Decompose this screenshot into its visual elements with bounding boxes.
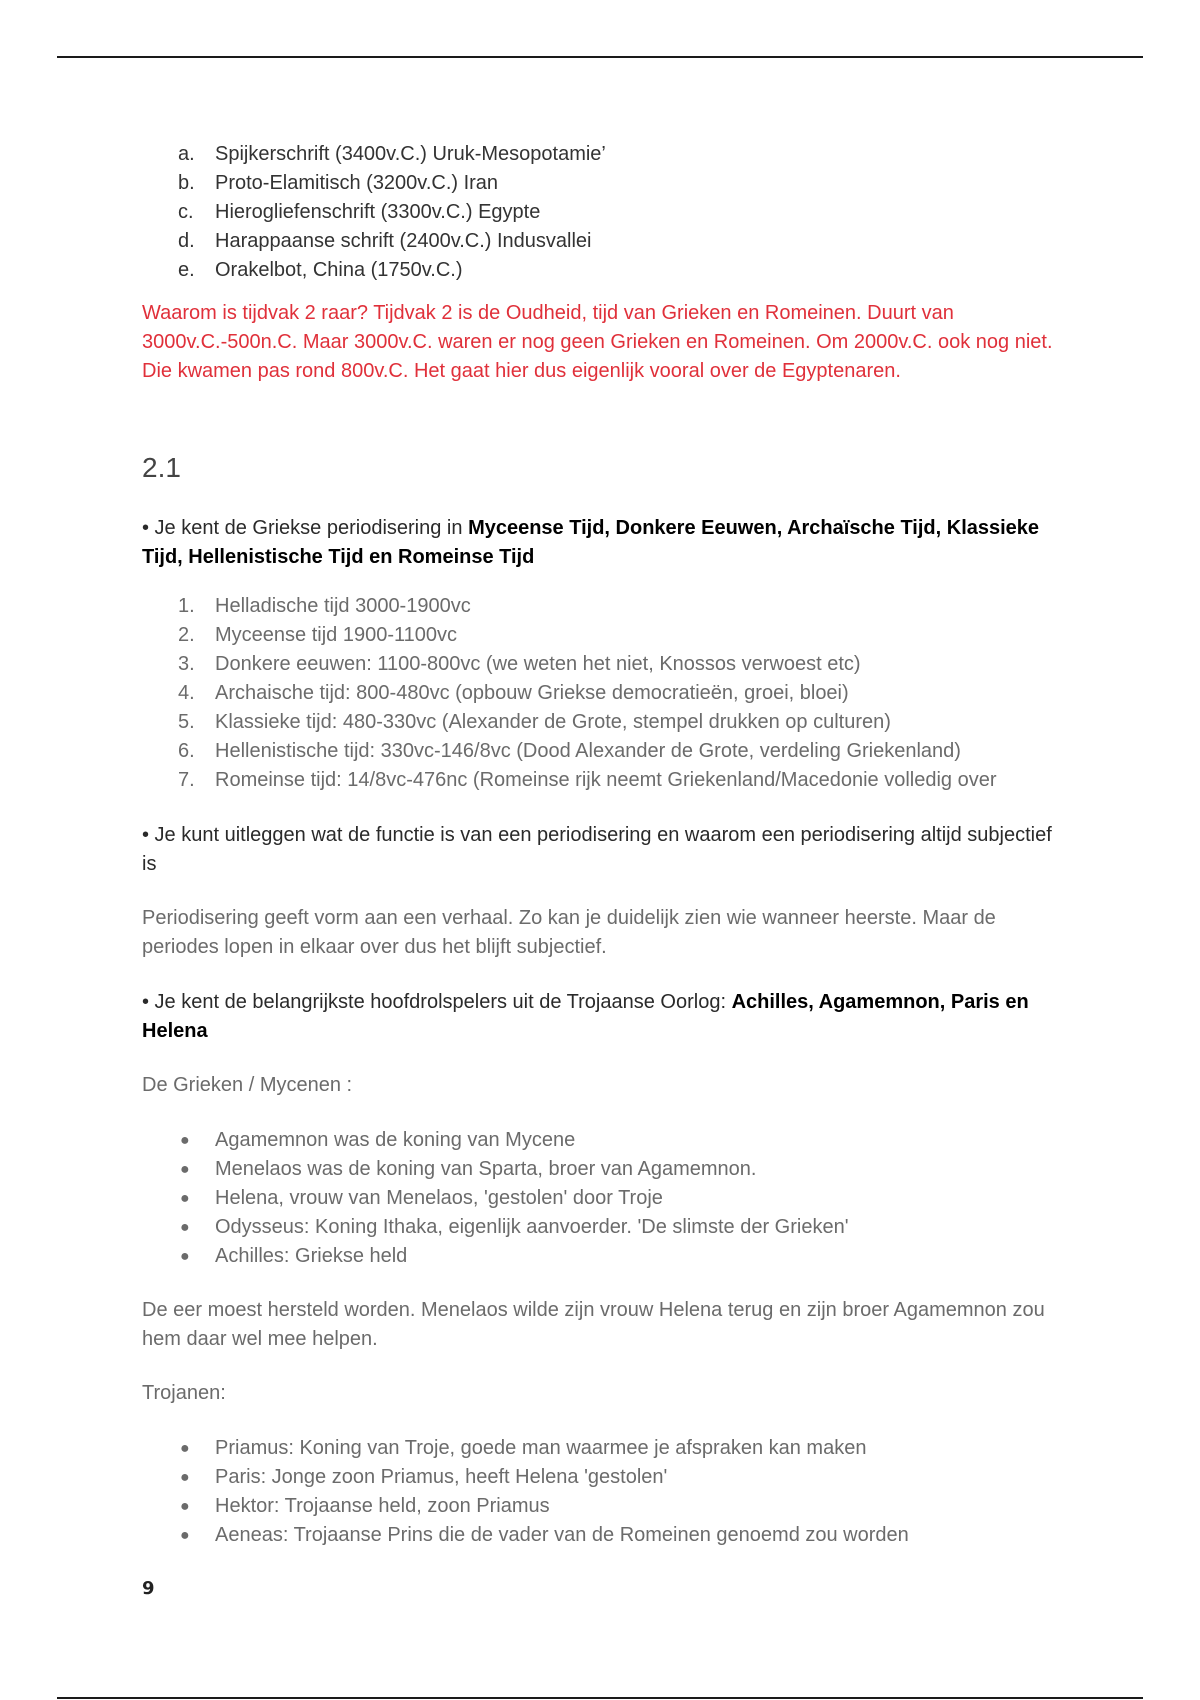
list-item-text: Agamemnon was de koning van Mycene bbox=[215, 1129, 576, 1151]
footer-rule bbox=[57, 1697, 1143, 1699]
list-item bbox=[142, 227, 1062, 256]
section-heading: 2.1 bbox=[142, 452, 181, 483]
periods-list bbox=[142, 592, 1062, 795]
list-item-text: Helladische tijd 3000-1900vc bbox=[215, 595, 471, 617]
list-item-text: Achilles: Griekse held bbox=[215, 1245, 408, 1267]
list-item bbox=[142, 1184, 1062, 1213]
list-item bbox=[142, 766, 1062, 795]
list-marker: 6. bbox=[178, 740, 195, 762]
list-marker: b. bbox=[178, 172, 195, 194]
list-item-text: Paris: Jonge zoon Priamus, heeft Helena 'gestolen' bbox=[215, 1466, 668, 1488]
bullet-icon: ● bbox=[180, 1469, 190, 1486]
learning-objective-periodisation bbox=[142, 514, 1062, 572]
list-item bbox=[142, 1126, 1062, 1155]
list-marker: e. bbox=[178, 259, 195, 281]
list-item bbox=[142, 1155, 1062, 1184]
list-item bbox=[142, 708, 1062, 737]
page-content bbox=[142, 140, 1062, 1550]
learning-objective-function: • Je kunt uitleggen wat de functie is van een periodisering en waarom een periodisering altijd subjectief is bbox=[142, 824, 1052, 875]
periodisation-answer: Periodisering geeft vorm aan een verhaal. Zo kan je duidelijk zien wie wanneer heerste. Maar de periodes lopen in elkaar over dus het blijft subjectief. bbox=[142, 907, 996, 958]
list-item bbox=[142, 1521, 1062, 1550]
list-item-text: Archaische tijd: 800-480vc (opbouw Griekse democratieën, groei, bloei) bbox=[215, 682, 849, 704]
learning-objective-trojan-war bbox=[142, 988, 1062, 1046]
list-item-text: Helena, vrouw van Menelaos, 'gestolen' door Troje bbox=[215, 1187, 663, 1209]
list-item bbox=[142, 1213, 1062, 1242]
greeks-list bbox=[142, 1126, 1062, 1271]
list-item bbox=[142, 140, 1062, 169]
trojans-list bbox=[142, 1434, 1062, 1550]
bullet-icon: ● bbox=[180, 1132, 190, 1149]
list-item bbox=[142, 1434, 1062, 1463]
page-number: 9 bbox=[142, 1578, 155, 1599]
list-marker: 2. bbox=[178, 624, 195, 646]
list-item bbox=[142, 592, 1062, 621]
objective-bold-text: Myceense Tijd, Donkere Eeuwen, Archaïsche Tijd, Klassieke Tijd, Hellenistische Tijd en Romeinse Tijd bbox=[142, 517, 1040, 568]
trojans-label: Trojanen: bbox=[142, 1382, 226, 1404]
list-marker: d. bbox=[178, 230, 195, 252]
objective-text: • Je kent de belangrijkste hoofdrolspelers uit de Trojaanse Oorlog: bbox=[142, 991, 732, 1013]
list-item bbox=[142, 679, 1062, 708]
list-marker: 4. bbox=[178, 682, 195, 704]
bullet-icon: ● bbox=[180, 1248, 190, 1265]
list-item bbox=[142, 650, 1062, 679]
list-marker: 3. bbox=[178, 653, 195, 675]
list-item-text: Harappaanse schrift (2400v.C.) Indusvallei bbox=[215, 230, 592, 252]
honour-paragraph: De eer moest hersteld worden. Menelaos wilde zijn vrouw Helena terug en zijn broer Agamemnon zou hem daar wel mee helpen. bbox=[142, 1299, 1045, 1350]
list-item-text: Orakelbot, China (1750v.C.) bbox=[215, 259, 463, 281]
bullet-icon: ● bbox=[180, 1190, 190, 1207]
writing-systems-list bbox=[142, 140, 1062, 285]
list-item bbox=[142, 737, 1062, 766]
list-item-text: Proto-Elamitisch (3200v.C.) Iran bbox=[215, 172, 499, 194]
bullet-icon: ● bbox=[180, 1440, 190, 1457]
list-marker: a. bbox=[178, 143, 195, 165]
list-item-text: Priamus: Koning van Troje, goede man waarmee je afspraken kan maken bbox=[215, 1437, 867, 1459]
header-rule bbox=[57, 56, 1143, 58]
list-marker: c. bbox=[178, 201, 194, 223]
list-item bbox=[142, 1242, 1062, 1271]
objective-text: • Je kent de Griekse periodisering in bbox=[142, 517, 469, 539]
bullet-icon: ● bbox=[180, 1161, 190, 1178]
list-item-text: Hektor: Trojaanse held, zoon Priamus bbox=[215, 1495, 550, 1517]
list-item-text: Romeinse tijd: 14/8vc-476nc (Romeinse rijk neemt Griekenland/Macedonie volledig over bbox=[215, 769, 997, 791]
list-item bbox=[142, 621, 1062, 650]
list-item bbox=[142, 256, 1062, 285]
list-item-text: Spijkerschrift (3400v.C.) Uruk-Mesopotamie’ bbox=[215, 143, 606, 165]
list-item-text: Menelaos was de koning van Sparta, broer van Agamemnon. bbox=[215, 1158, 757, 1180]
list-item-text: Hierogliefenschrift (3300v.C.) Egypte bbox=[215, 201, 541, 223]
list-marker: 1. bbox=[178, 595, 195, 617]
list-item-text: Myceense tijd 1900-1100vc bbox=[215, 624, 457, 646]
list-item bbox=[142, 1463, 1062, 1492]
list-item-text: Odysseus: Koning Ithaka, eigenlijk aanvoerder. 'De slimste der Grieken' bbox=[215, 1216, 849, 1238]
list-item bbox=[142, 1492, 1062, 1521]
bullet-icon: ● bbox=[180, 1219, 190, 1236]
list-marker: 5. bbox=[178, 711, 195, 733]
bullet-icon: ● bbox=[180, 1498, 190, 1515]
greeks-label: De Grieken / Mycenen : bbox=[142, 1074, 353, 1096]
list-item-text: Donkere eeuwen: 1100-800vc (we weten het niet, Knossos verwoest etc) bbox=[215, 653, 861, 675]
list-item-text: Klassieke tijd: 480-330vc (Alexander de Grote, stempel drukken op culturen) bbox=[215, 711, 891, 733]
bullet-icon: ● bbox=[180, 1527, 190, 1544]
list-item-text: Aeneas: Trojaanse Prins die de vader van de Romeinen genoemd zou worden bbox=[215, 1524, 909, 1546]
list-item-text: Hellenistische tijd: 330vc-146/8vc (Dood Alexander de Grote, verdeling Griekenland) bbox=[215, 740, 961, 762]
list-item bbox=[142, 198, 1062, 227]
red-note: Waarom is tijdvak 2 raar? Tijdvak 2 is de Oudheid, tijd van Grieken en Romeinen. Duurt van 3000v.C.-500n.C. Maar 3000v.C. waren er nog geen Grieken en Romeinen. Om 2000v.C. ook nog niet. Die kwamen pas rond 800v.C. Het gaat hier dus eigenlijk vooral over de Egyptenaren. bbox=[142, 302, 1053, 382]
list-marker: 7. bbox=[178, 769, 195, 791]
list-item bbox=[142, 169, 1062, 198]
objective-bold-text: Achilles, Agamemnon, Paris en Helena bbox=[142, 991, 1029, 1042]
